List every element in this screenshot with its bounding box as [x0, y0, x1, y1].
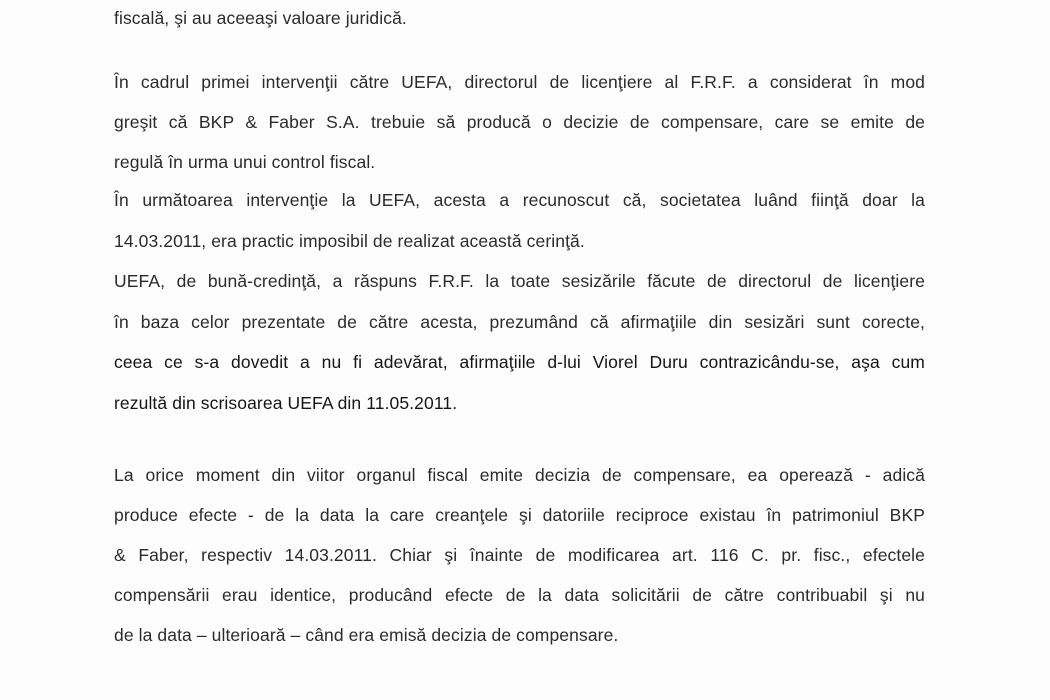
- text-line-8: în baza celor prezentate de către acesta, prezumând că afirmaţiile din sesizări sunt corecte,: [114, 312, 925, 332]
- text-line-4: regulă în urma unui control fiscal.: [114, 152, 376, 172]
- text-line-5: În următoarea intervenţie la UEFA, acesta a recunoscut că, societatea luând fiinţă doar la: [114, 190, 925, 210]
- text-line-9: ceea ce s-a dovedit a nu fi adevărat, afirmaţiile d-lui Viorel Duru contrazicându-se, aşa cum: [114, 352, 925, 372]
- text-line-3: greşit că BKP & Faber S.A. trebuie să producă o decizie de compensare, care se emite de: [114, 112, 925, 132]
- text-line-13: & Faber, respectiv 14.03.2011. Chiar şi înainte de modificarea art. 116 C. pr. fisc., efectele: [114, 545, 925, 565]
- text-line-10: rezultă din scrisoarea UEFA din 11.05.2011.: [114, 393, 458, 413]
- text-line-1: fiscală, şi au aceeaşi valoare juridică.: [114, 8, 407, 28]
- text-line-6: 14.03.2011, era practic imposibil de realizat această cerinţă.: [114, 231, 585, 251]
- text-line-12: produce efecte - de la data la care creanţele şi datoriile reciproce existau în patrimoniul BKP: [114, 505, 925, 525]
- text-line-11: La orice moment din viitor organul fiscal emite decizia de compensare, ea operează - adică: [114, 465, 925, 485]
- text-line-15: de la data – ulterioară – când era emisă decizia de compensare.: [114, 625, 619, 645]
- text-line-2: În cadrul primei intervenţii către UEFA, directorul de licenţiere al F.R.F. a considerat în mod: [114, 72, 925, 92]
- text-line-14: compensării erau identice, producând efecte de la data solicitării de către contribuabil şi nu: [114, 585, 925, 605]
- text-line-7: UEFA, de bună-credinţă, a răspuns F.R.F. la toate sesizările făcute de directorul de licenţiere: [114, 271, 925, 291]
